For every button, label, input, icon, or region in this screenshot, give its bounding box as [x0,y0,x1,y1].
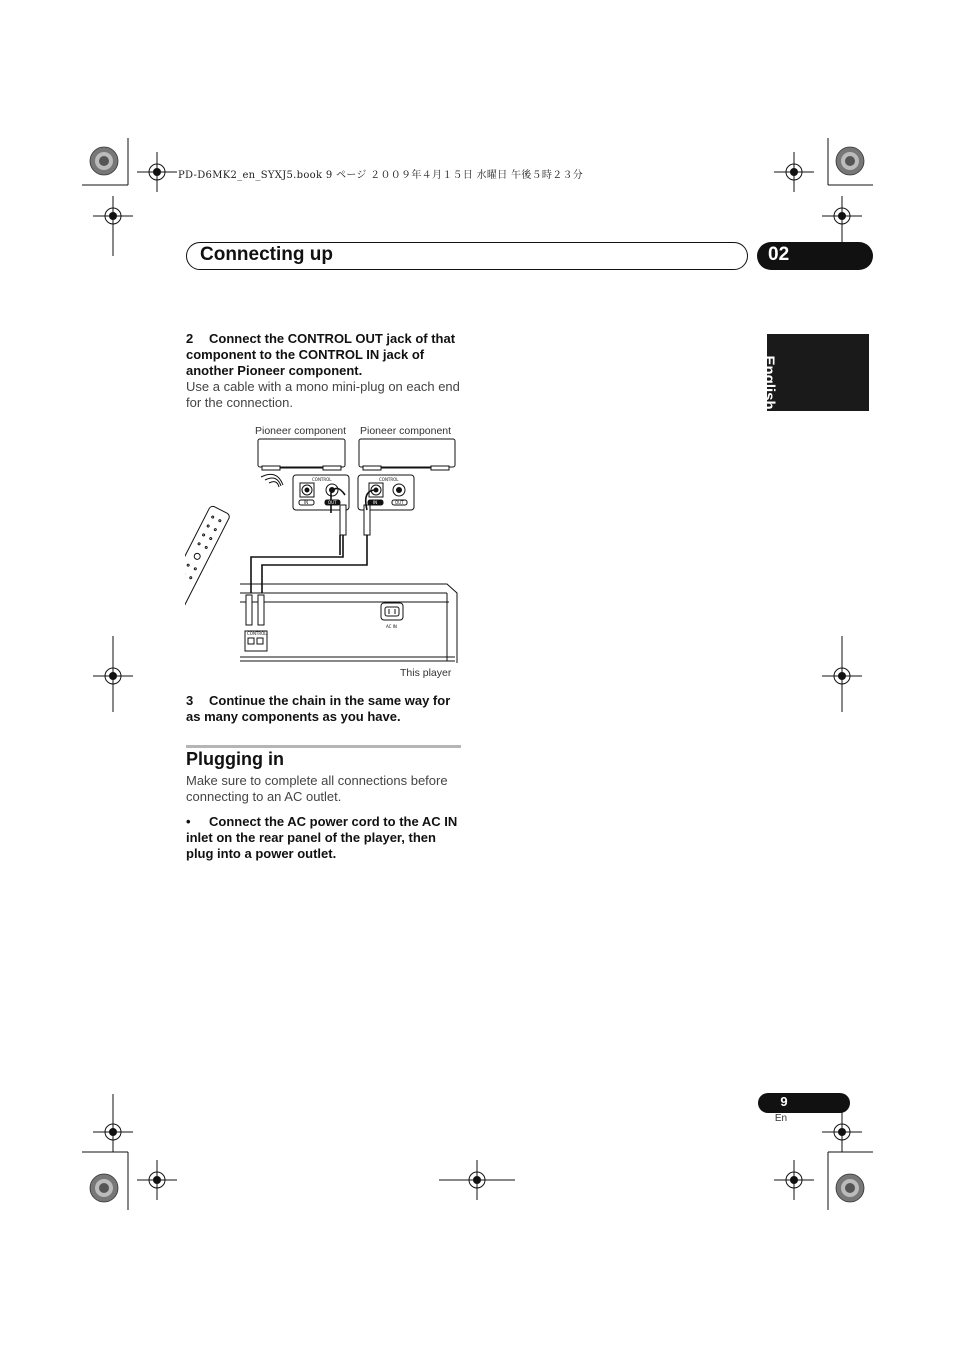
file-header: PD-D6MK2_en_SYXJ5.book 9 ページ ２００９年４月１５日 水曜日 午後５時２３分 [178,170,584,181]
instruction-text: Connect the AC power cord to the AC IN inlet on the rear panel of the player, then plug into a power outlet. [186,814,458,861]
step-3 [186,693,466,725]
section-heading: Plugging in [186,749,284,769]
page-number: 9 [780,1094,788,1109]
jack-in-right: IN [373,500,378,505]
jack-title-player: CONTROL [247,631,267,636]
step-number: 3 [186,693,194,708]
remote-control-illustration [185,505,231,617]
jack-out-right: OUT [395,500,404,505]
step-text: Continue the chain in the same way for as many components as you have. [186,693,451,724]
jack-out-left: OUT [328,500,337,505]
label-pioneer-component-right: Pioneer component [360,425,452,437]
player-rear-panel [240,584,457,663]
section-divider [186,745,461,748]
connection-diagram [185,435,465,665]
pioneer-component-right [359,439,455,470]
language-tab [767,334,869,411]
jack-title-right: CONTROL [379,477,399,482]
step-note: Use a cable with a mono mini-plug on each end for the connection. [186,379,460,410]
section-intro: Make sure to complete all connections before connecting to an AC outlet. [186,773,448,804]
step-number: 2 [186,331,194,346]
bullet-instruction [186,814,464,862]
bullet-marker: • [186,814,191,829]
page-language: En [774,1113,788,1124]
page-title: Connecting up [200,244,333,265]
step-2 [186,331,466,411]
language-tab-label: English [760,355,778,410]
step-text: Connect the CONTROL OUT jack of that component to the CONTROL IN jack of another Pioneer component. [186,331,456,378]
label-pioneer-component-left: Pioneer component [255,425,347,437]
label-this-player: This player [400,667,452,679]
jack-title-left: CONTROL [312,477,332,482]
ac-in-label: AC IN [386,624,397,629]
chapter-number: 02 [768,244,790,265]
jack-in-left: IN [304,500,309,505]
